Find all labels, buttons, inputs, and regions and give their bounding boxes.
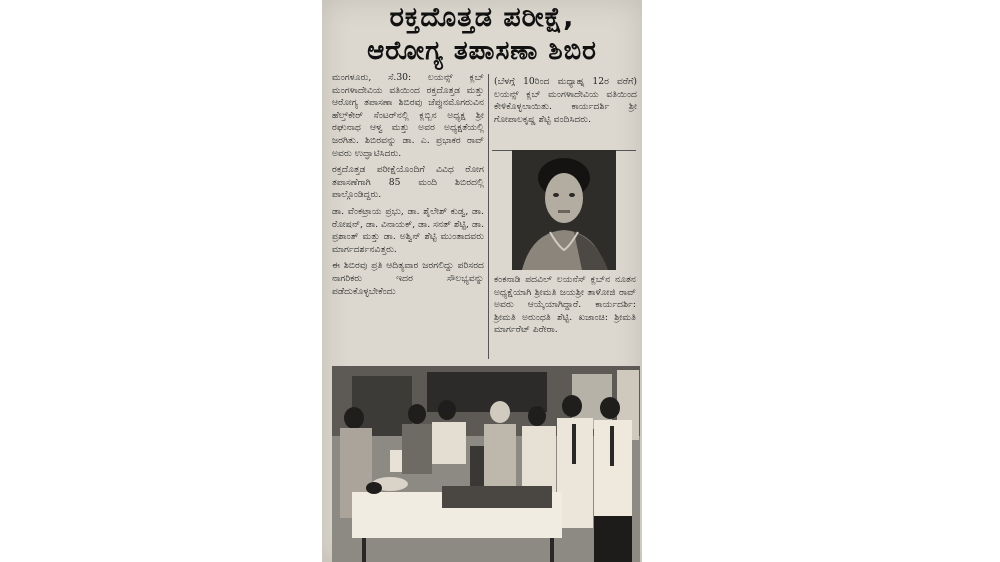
headline-line-2: ಆರೋಗ್ಯ ತಪಾಸಣಾ ಶಿಬಿರ	[367, 36, 597, 66]
newspaper-clipping	[322, 0, 642, 562]
left-column	[332, 72, 484, 302]
health-camp-photo	[332, 366, 640, 562]
article-paragraph-3: ಡಾ. ವೆಂಕಟ್ರಾಯ ಪ್ರಭು, ಡಾ. ಶೈಲೇಶ್ ಕುಡ್ವ, ಡಾ. ರೋಷನ್, ಡಾ. ವಿನಾಯಕ್, ಡಾ. ಸನತ್ ಶೆಟ್ಟಿ, ಡಾ. ಪ್ರಶಾಂತ್ ಮತ್ತು ಡಾ. ಅಶ್ವಿನ್ ಶೆಟ್ಟಿ ಮುಂತಾದವರು ಮಾರ್ಗದರ್ಶನವಿತ್ತರು.	[332, 205, 484, 255]
article-paragraph-1: ಮಂಗಳೂರು, ಸೆ.30: ಲಯನ್ಸ್ ಕ್ಲಬ್ ಮಂಗಳಾದೇವಿಯ ವತಿಯಿಂದ ರಕ್ತದೊತ್ತಡ ಮತ್ತು ಆರೋಗ್ಯ ತಪಾಸಣಾ ಶಿಬಿರವು ಜೆಪ್ಪುನಮೊಗರುವಿನ ಹೆಲ್ತ್‌ಕೇರ್ ಸೆಂಟರ್‌ನಲ್ಲಿ ಕ್ಲಬ್ಬಿನ ಅಧ್ಯಕ್ಷ ಶ್ರೀ ರಘುನಾಥ ಆಳ್ವ ಮತ್ತು ಅವರ ಅಧ್ಯಕ್ಷತೆಯಲ್ಲಿ ಜರಗಿತು. ಶಿಬಿರವನ್ನು ಡಾ. ಎ. ಪ್ರಭಾಕರ ರಾವ್ ಅವರು ಉದ್ಘಾಟಿಸಿದರು.	[332, 72, 484, 159]
right-column	[494, 76, 637, 130]
article-paragraph-continued: (ಬೆಳಗ್ಗೆ 10ರಿಂದ ಮಧ್ಯಾಹ್ನ 12ರ ವರೆಗೆ) ಲಯನ್ಸ್ ಕ್ಲಬ್ ಮಂಗಳಾದೇವಿಯ ವತಿಯಿಂದ ಕೇಳಿಕೊಳ್ಳಲಾಯಿತು. ಕಾರ್ಯದರ್ಶಿ ಶ್ರೀ ಗೋಪಾಲಕೃಷ್ಣ ಶೆಟ್ಟಿ ವಂದಿಸಿದರು.	[494, 76, 637, 125]
portrait-photo	[512, 150, 616, 270]
headline-line-1: ರಕ್ತದೊತ್ತಡ ಪರೀಕ್ಷೆ,	[389, 2, 575, 33]
article-paragraph-2: ರಕ್ತದೊತ್ತಡ ಪರೀಕ್ಷೆಯೊಂದಿಗೆ ವಿವಿಧ ರೋಗ ತಪಾಸಣೆಗಾಗಿ 85 ಮಂದಿ ಶಿಬಿರದಲ್ಲಿ ಪಾಲ್ಗೊಂಡಿದ್ದರು.	[332, 164, 484, 201]
column-divider	[488, 74, 489, 359]
article-paragraph-4: ಈ ಶಿಬಿರವು ಪ್ರತಿ ಆದಿತ್ಯವಾರ ಜರಗಲಿದ್ದು ಪರಿಸರದ ನಾಗರಿಕರು ಇದರ ಸೌಲಭ್ಯವನ್ನು ಪಡೆದುಕೊಳ್ಳಬೇಕೆಂದು	[332, 260, 484, 297]
portrait-caption: ಕಂಕನಾಡಿ ಪದವಿಲ್ ಲಯನೆಸ್ ಕ್ಲಬ್‌ನ ನೂತನ ಅಧ್ಯಕ್ಷೆಯಾಗಿ ಶ್ರೀಮತಿ ಜಯಶ್ರೀ ತಾಳೋಜಿ ರಾವ್ ಅವರು ಆಯ್ಕೆಯಾಗಿದ್ದಾರೆ. ಕಾರ್ಯದರ್ಶಿ: ಶ್ರೀಮತಿ ಅರುಂಧತಿ ಶೆಟ್ಟಿ. ಖಜಾಂಚಿ: ಶ್ರೀಮತಿ ಮಾರ್ಗರೆಟ್ ಪಿರೇರಾ.	[494, 274, 636, 336]
